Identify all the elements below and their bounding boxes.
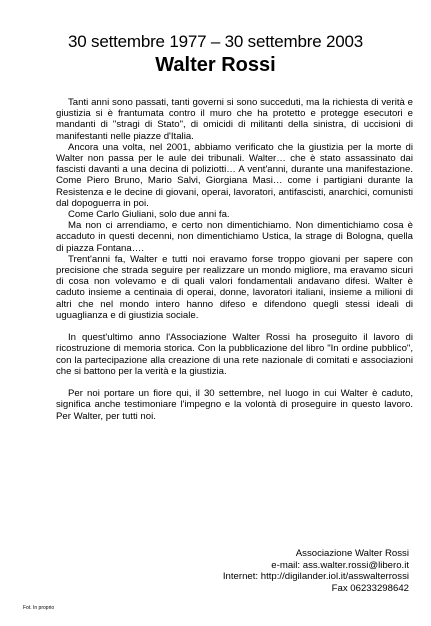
paragraph-intro: Tanti anni sono passati, tanti governi si sono succeduti, ma la richiesta di verità e giustizia si è frantumata contro il muro che ha protetto e protegge esecutori e mandanti di "stragi di Stato", di omicidi di militanti della sinistra, di uccisioni di manifestanti nelle piazze d'Italia.	[56, 97, 413, 142]
person-name-heading: Walter Rossi	[155, 54, 276, 76]
paragraph-trentanni: Trent'anni fa, Walter e tutti noi eravamo forse troppo giovani per sapere con precisione che strada seguire per realizzare un mondo migliore, ma eravamo sicuri di cosa non volevamo e di quali valori fondamentali andavano difesi. Walter è caduto insieme a centinaia di operai, donne, lavoratori italiani, insieme a milioni di altri che nel mondo intero hanno difeso e difendono quegli stessi ideali di uguaglianza e di giustizia sociale.	[56, 253, 413, 321]
paragraph-non-dimentichiamo: Ma non ci arrendiamo, e certo non dimentichiamo. Non dimentichiamo cosa è accaduto in questi decenni, non dimentichiamo Ustica, la strage di Bologna, quella di piazza Fontana….	[56, 220, 413, 254]
date-range-heading: 30 settembre 1977 – 30 settembre 2003	[67, 32, 364, 51]
body-text	[56, 97, 413, 422]
paragraph-2001: Ancora una volta, nel 2001, abbiamo verificato che la giustizia per la morte di Walter non passa per le aule dei tribunali. Walter… che è stato assassinato dai fascisti davanti a una decina di poliziotti… A vent'anni, durante una manifestazione. Come Piero Bruno, Mario Salvi, Giorgiana Masi… come i partigiani durante la Resistenza e le decine di giovani, operai, lavoratori, antifascisti, anarchici, comunisti dal dopoguerra in poi.	[56, 141, 413, 209]
paragraph-gap	[56, 321, 413, 332]
website-line: Internet: http://digilander.iol.it/asswalterrossi	[222, 571, 409, 583]
fax-line: Fax 06233298642	[331, 582, 409, 594]
paragraph-fiore: Per noi portare un fiore qui, il 30 settembre, nel luogo in cui Walter è caduto, significa anche testimoniare l'impegno e la volontà di proseguire in questo lavoro. Per Walter, per tutti noi.	[56, 388, 413, 422]
email-line: e-mail: ass.walter.rossi@libero.it	[271, 559, 409, 571]
signature-block	[223, 548, 409, 594]
organization-name: Associazione Walter Rossi	[295, 548, 409, 559]
paragraph-gap	[56, 377, 413, 388]
document-header	[0, 32, 431, 77]
paragraph-giuliani: Come Carlo Giuliani, solo due anni fa.	[68, 209, 230, 221]
paragraph-associazione: In quest'ultimo anno l'Associazione Walter Rossi ha proseguito il lavoro di ricostruzione di memoria storica. Con la pubblicazione del libro "In ordine pubblico", con la partecipazione alla creazione di una rete nazionale di comitati e associazioni che si battono per la verità e la giustizia.	[56, 332, 413, 377]
print-footnote: Fot. In proprio	[23, 605, 55, 611]
